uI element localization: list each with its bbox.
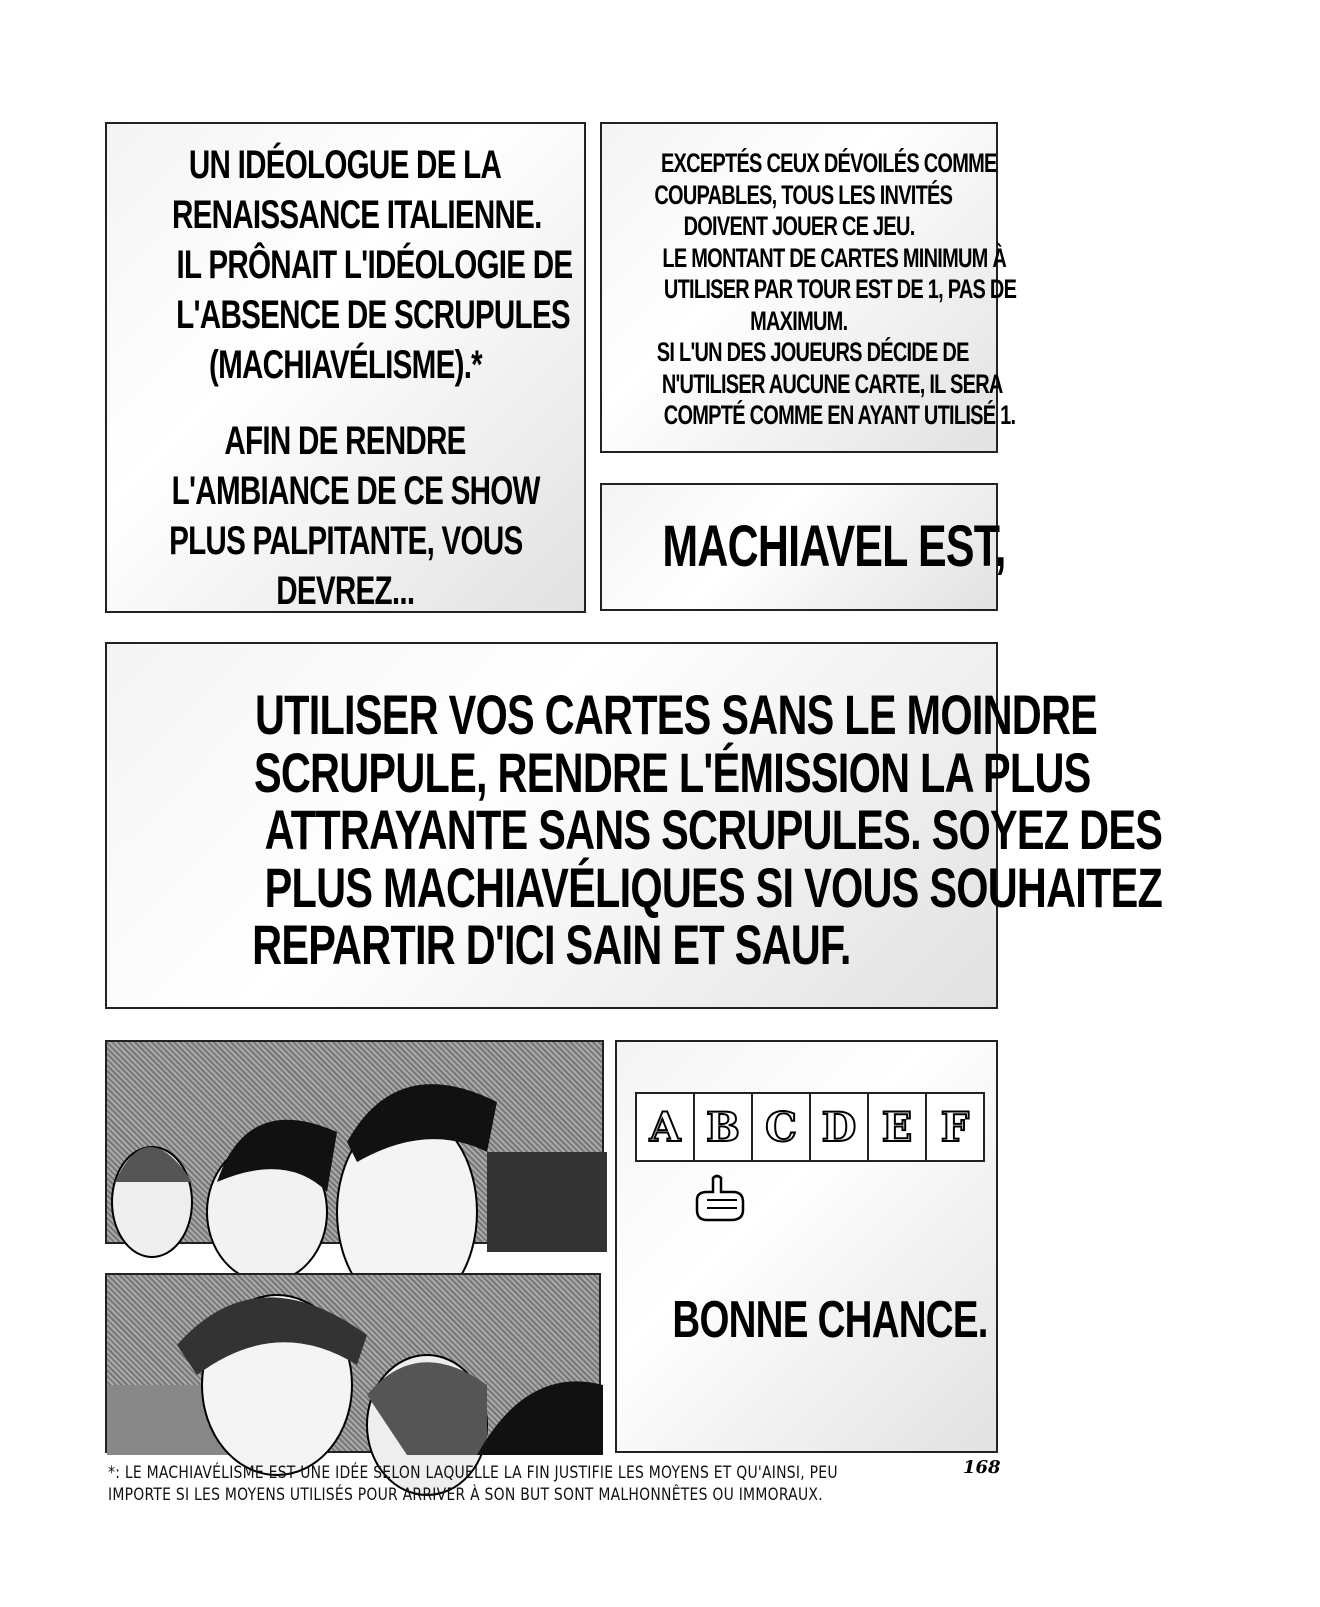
- panel-text: MACHIAVEL EST,: [662, 514, 1006, 579]
- text-line: LE MONTANT DE CARTES MINIMUM À: [662, 242, 1007, 273]
- text-line: DEVREZ...: [276, 569, 415, 613]
- footnote: [108, 1462, 998, 1506]
- text-line: SI L'UN DES JOUEURS DÉCIDE DE: [656, 337, 969, 367]
- text-line: UN IDÉOLOGUE DE LA: [189, 143, 502, 187]
- panel-machiavel-est: [600, 483, 1006, 611]
- text-line: IL PRÔNAIT L'IDÉOLOGIE DE: [176, 243, 573, 287]
- panel-machiavel-description: [105, 122, 586, 613]
- footnote-line: *: LE MACHIAVÉLISME EST UNE IDÉE SELON LAQUELLE LA FIN JUSTIFIE LES MOYENS ET QU'AINSI, PEU: [108, 1463, 838, 1483]
- text-line: PLUS MACHIAVÉLIQUES SI VOUS SOUHAITEZ: [264, 855, 1163, 919]
- panel-text: [602, 148, 1017, 432]
- text-line: UTILISER PAR TOUR EST DE 1, PAS DE: [663, 274, 1017, 304]
- text-line: L'ABSENCE DE SCRUPULES: [176, 293, 570, 337]
- panel-instructions: [105, 642, 1163, 1009]
- text-line: DOIVENT JOUER CE JEU.: [683, 211, 915, 241]
- card-f: F: [927, 1094, 983, 1160]
- text-line: COUPABLES, TOUS LES INVITÉS: [654, 179, 953, 210]
- panel-text: [107, 683, 1163, 976]
- page-number: 168: [963, 1457, 1001, 1478]
- text-line: REPARTIR D'ICI SAIN ET SAUF.: [252, 913, 851, 976]
- text-line: (MACHIAVÉLISME).*: [208, 343, 482, 387]
- text-line: AFIN DE RENDRE: [224, 419, 467, 463]
- card-b: B: [695, 1094, 753, 1160]
- card-d: D: [811, 1094, 869, 1160]
- text-line: N'UTILISER AUCUNE CARTE, IL SERA: [661, 368, 1003, 399]
- text-line: RENAISSANCE ITALIENNE.: [171, 193, 542, 237]
- text-line: MAXIMUM.: [750, 305, 848, 336]
- panel-game-rules: [600, 122, 1017, 453]
- good-luck-text: BONNE CHANCE.: [672, 1291, 988, 1349]
- characters-drawing: [107, 1275, 603, 1455]
- characters-drawing: [107, 1042, 606, 1246]
- pointing-hand-icon: [693, 1174, 749, 1222]
- card-a: A: [637, 1094, 695, 1160]
- card-c: C: [753, 1094, 811, 1160]
- text-line: SCRUPULE, RENDRE L'ÉMISSION LA PLUS: [253, 740, 1091, 804]
- text-line: PLUS PALPITANTE, VOUS: [169, 519, 523, 563]
- text-line: EXCEPTÉS CEUX DÉVOILÉS COMME: [660, 148, 997, 178]
- text-line: COMPTÉ COMME EN AYANT UTILISÉ 1.: [663, 400, 1016, 430]
- text-line: L'AMBIANCE DE CE SHOW: [171, 469, 540, 513]
- text-line: UTILISER VOS CARTES SANS LE MOINDRE: [254, 683, 1098, 746]
- illustration-three-characters-closeup: [105, 1273, 601, 1453]
- card-e: E: [869, 1094, 927, 1160]
- panel-text: [107, 140, 584, 616]
- card-row: [635, 1092, 985, 1162]
- footnote-line: IMPORTE SI LES MOYENS UTILISÉS POUR ARRIVER À SON BUT SONT MALHONNÊTES OU IMMORAUX.: [108, 1485, 823, 1505]
- illustration-three-characters: [105, 1040, 604, 1244]
- panel-good-luck: [615, 1040, 998, 1453]
- text-line: ATTRAYANTE SANS SCRUPULES. SOYEZ DES: [264, 798, 1163, 861]
